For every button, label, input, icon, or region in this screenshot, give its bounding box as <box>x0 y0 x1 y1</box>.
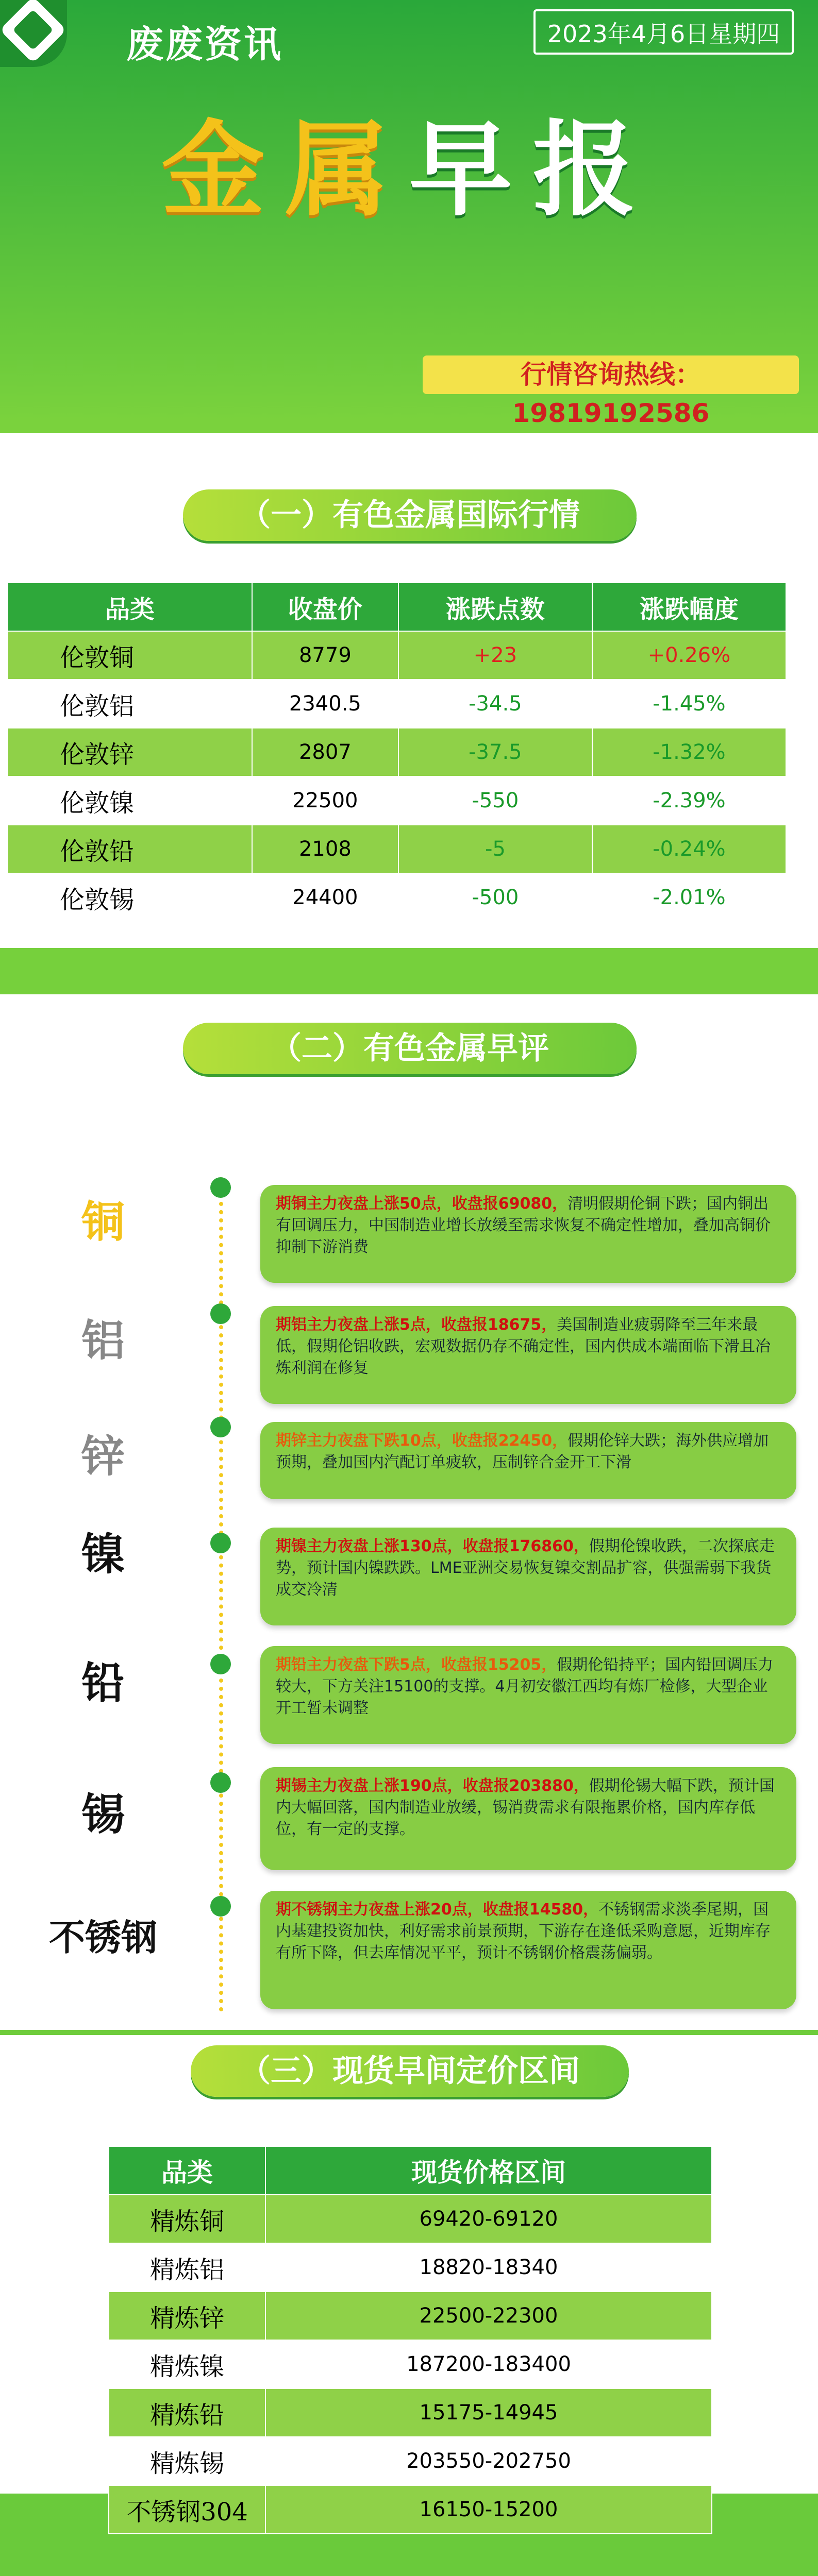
cell-pct: -2.39% <box>592 776 786 825</box>
comment-lead: 期铅主力夜盘下跌5点，收盘报15205， <box>276 1656 557 1674</box>
cell-pct: -1.32% <box>592 728 786 776</box>
metal-label: 铝 <box>81 1315 125 1366</box>
comment-body: 假期伦锡大幅下跌，预计国内大幅回落，国内制造业放缓，锡消费需求有限拖累价格，国内库存低位，有一定的支撑。 <box>276 1777 775 1838</box>
cell-change: -550 <box>398 776 592 825</box>
comment-card <box>260 1891 796 2009</box>
timeline-line <box>219 1177 223 2012</box>
title-part-white: 早报 <box>409 110 657 230</box>
cell-name: 精炼镍 <box>109 2340 265 2388</box>
timeline-dot <box>210 1896 231 1917</box>
cell-name: 伦敦铝 <box>8 680 252 728</box>
cell-range: 69420-69120 <box>265 2195 712 2243</box>
cell-price: 24400 <box>252 873 398 922</box>
page-title <box>0 88 818 235</box>
comment-card <box>260 1528 796 1625</box>
cell-pct: +0.26% <box>592 631 786 680</box>
spot-price-table <box>108 2146 712 2534</box>
cell-price: 2108 <box>252 825 398 873</box>
cell-range: 18820-18340 <box>265 2243 712 2292</box>
cell-name: 精炼锌 <box>109 2292 265 2340</box>
table-row <box>109 2292 712 2340</box>
table-row <box>8 631 786 680</box>
cell-pct: -0.24% <box>592 825 786 873</box>
cell-name: 不锈钢304 <box>109 2485 265 2534</box>
comment-lead: 期镍主力夜盘上涨130点，收盘报176860， <box>276 1537 589 1555</box>
intl-market-table <box>7 582 787 922</box>
metal-label: 锡 <box>81 1789 125 1840</box>
comment-card <box>260 1767 796 1870</box>
table-row <box>109 2243 712 2292</box>
table-row <box>109 2195 712 2243</box>
metal-label: 锌 <box>81 1431 125 1482</box>
comment-card <box>260 1422 796 1499</box>
col-header: 涨跌幅度 <box>592 583 786 631</box>
metal-label: 不锈钢 <box>49 1917 157 1959</box>
comment-card <box>260 1185 796 1283</box>
table-row <box>109 2340 712 2388</box>
table-row <box>8 873 786 922</box>
cell-name: 伦敦锡 <box>8 873 252 922</box>
timeline-dot <box>210 1533 231 1553</box>
comment-body: 不锈钢需求淡季尾期，国内基建投资加快，利好需求前景预期，下游存在逢低采购意愿，近期库存有所下降，但去库情况平平，预计不锈钢价格震荡偏弱。 <box>276 1901 771 1962</box>
col-header: 涨跌点数 <box>398 583 592 631</box>
logo <box>0 0 67 67</box>
cell-price: 2340.5 <box>252 680 398 728</box>
comment-lead: 期不锈钢主力夜盘上涨20点，收盘报14580， <box>276 1901 599 1919</box>
cell-price: 8779 <box>252 631 398 680</box>
brand-name: 废废资讯 <box>126 23 283 66</box>
cell-price: 22500 <box>252 776 398 825</box>
cell-pct: -2.01% <box>592 873 786 922</box>
cell-name: 伦敦镍 <box>8 776 252 825</box>
comment-body: 美国制造业疲弱降至三年来最低，假期伦铝收跌，宏观数据仍存不确定性，国内供成本端面临下滑且冶炼利润在修复 <box>276 1316 771 1377</box>
timeline-dot <box>210 1417 231 1437</box>
cell-name: 伦敦锌 <box>8 728 252 776</box>
cell-change: +23 <box>398 631 592 680</box>
cell-name: 精炼铅 <box>109 2388 265 2437</box>
cell-change: -34.5 <box>398 680 592 728</box>
metal-label: 铅 <box>81 1658 125 1708</box>
comment-body: 假期伦镍收跌，二次探底走势，预计国内镍跌跌。LME亚洲交易恢复镍交割品扩容，供强需弱下我货成交冷清 <box>276 1537 775 1599</box>
col-header: 收盘价 <box>252 583 398 631</box>
hotline-banner: 行情咨询热线：19819192586 <box>423 355 799 394</box>
timeline-dot <box>210 1177 231 1198</box>
table-row <box>8 776 786 825</box>
comment-card <box>260 1306 796 1404</box>
section3-title: （三）现货早间定价区间 <box>191 2045 629 2097</box>
cell-pct: -1.45% <box>592 680 786 728</box>
title-part-gold: 金属 <box>161 110 409 230</box>
comment-lead: 期锡主力夜盘上涨190点，收盘报203880， <box>276 1777 589 1795</box>
cell-change: -500 <box>398 873 592 922</box>
table-row <box>109 2388 712 2437</box>
cell-range: 15175-14945 <box>265 2388 712 2437</box>
comment-lead: 期铜主力夜盘上涨50点，收盘报69080， <box>276 1195 568 1213</box>
cell-name: 精炼铜 <box>109 2195 265 2243</box>
cell-change: -37.5 <box>398 728 592 776</box>
table-row <box>8 680 786 728</box>
metal-label: 铜 <box>81 1197 125 1247</box>
cell-price: 2807 <box>252 728 398 776</box>
cell-name: 伦敦铜 <box>8 631 252 680</box>
cell-name: 伦敦铅 <box>8 825 252 873</box>
section2-panel <box>0 994 818 2030</box>
date-badge: 2023年4月6日星期四 <box>533 9 794 55</box>
comment-body: 假期伦锌大跌；海外供应增加预期，叠加国内汽配订单疲软，压制锌合金开工下滑 <box>276 1432 769 1471</box>
comment-lead: 期铝主力夜盘上涨5点，收盘报18675， <box>276 1316 557 1334</box>
table-row <box>8 728 786 776</box>
cell-name: 精炼铝 <box>109 2243 265 2292</box>
comment-body: 假期伦铅持平；国内铅回调压力较大，下方关注15100的支撑。4月初安徽江西均有炼厂检修，大型企业开工暂未调整 <box>276 1656 774 1717</box>
section2-title: （二）有色金属早评 <box>183 1023 637 1074</box>
section1-title: （一）有色金属国际行情 <box>183 489 637 541</box>
cell-name: 精炼锡 <box>109 2437 265 2485</box>
timeline-dot <box>210 1772 231 1793</box>
col-header: 品类 <box>8 583 252 631</box>
comment-body: 清明假期伦铜下跌；国内铜出有回调压力，中国制造业增长放缓至需求恢复不确定性增加，叠加高铜价抑制下游消费 <box>276 1195 771 1256</box>
col-header: 品类 <box>109 2146 265 2195</box>
cell-range: 22500-22300 <box>265 2292 712 2340</box>
cell-change: -5 <box>398 825 592 873</box>
timeline-dot <box>210 1303 231 1324</box>
comment-lead: 期锌主力夜盘下跌10点，收盘报22450， <box>276 1432 568 1450</box>
table-row <box>8 825 786 873</box>
comment-card <box>260 1646 796 1744</box>
cell-range: 16150-15200 <box>265 2485 712 2534</box>
timeline-dot <box>210 1654 231 1674</box>
cell-range: 203550-202750 <box>265 2437 712 2485</box>
table-row <box>109 2437 712 2485</box>
metal-label: 镍 <box>81 1529 125 1580</box>
table-row <box>109 2485 712 2534</box>
cell-range: 187200-183400 <box>265 2340 712 2388</box>
col-header: 现货价格区间 <box>265 2146 712 2195</box>
